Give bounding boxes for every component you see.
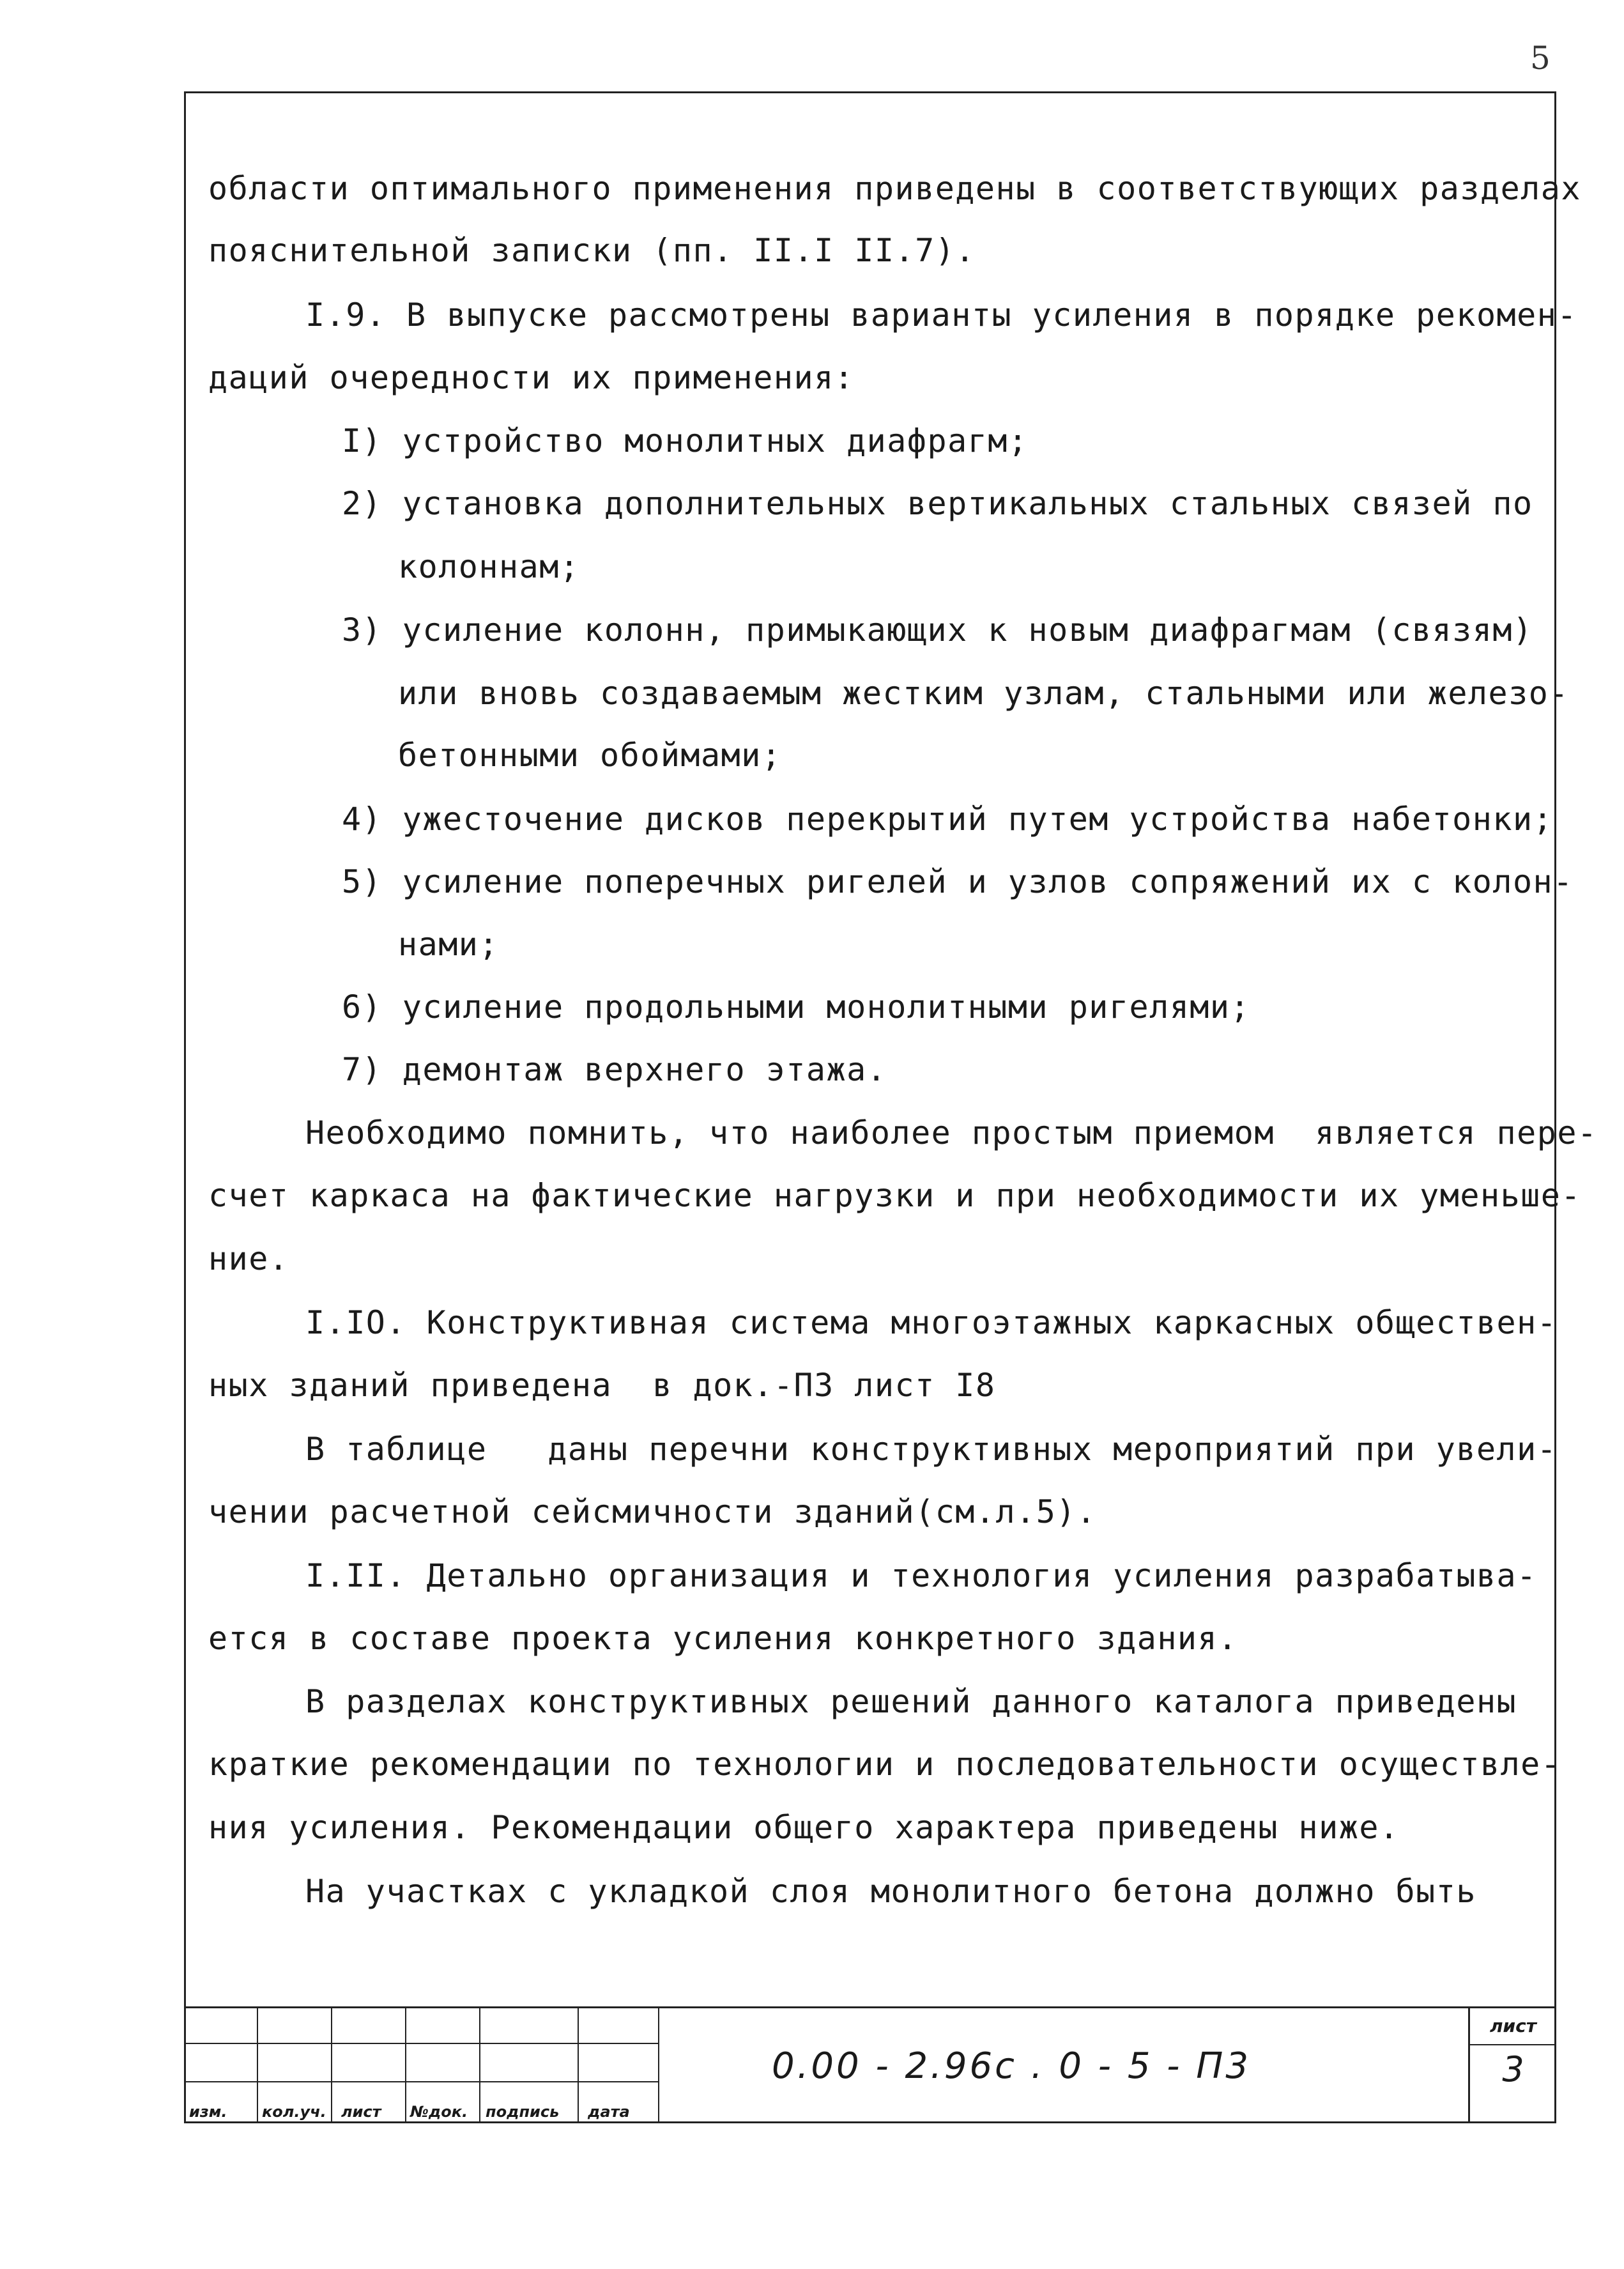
col-label-list: лист [341, 2103, 381, 2121]
text-line: или вновь создаваемым жестким узлам, стальными или железо- [398, 675, 1569, 712]
grid-cell [332, 2044, 406, 2082]
grid-cell [332, 2008, 406, 2044]
grid-cell [258, 2044, 332, 2082]
text-line: В разделах конструктивных решений данного каталога приведены [305, 1683, 1517, 1720]
grid-cell-podpis [480, 2082, 579, 2123]
text-line: ется в составе проекта усиления конкретного здания. [208, 1620, 1238, 1657]
sheet-label: лист [1470, 2008, 1556, 2045]
list-item: I) устройство монолитных диафрагм; [342, 422, 1029, 459]
text-line: ных зданий приведена в док.-П3 лист I8 [208, 1367, 996, 1404]
list-item: 6) усиление продольными монолитными ригелями; [342, 988, 1251, 1026]
text-line: Необходимо помнить, что наиболее простым приемом является пере- [305, 1114, 1598, 1151]
grid-cell [406, 2044, 480, 2082]
grid-cell [406, 2008, 480, 2044]
page-number: 5 [1530, 40, 1551, 77]
grid-cell [184, 2008, 258, 2044]
list-item: 2) установка дополнительных вертикальных стальных связей по [342, 485, 1533, 522]
grid-cell-izm [184, 2082, 258, 2123]
sheet-box [1468, 2008, 1556, 2121]
list-item: 4) ужесточение дисков перекрытий путем устройства набетонки; [342, 801, 1554, 838]
text-line: I.II. Детально организация и технология усиления разрабатыва- [305, 1557, 1537, 1594]
col-label-podpis: подпись [486, 2103, 560, 2121]
text-line: ние. [208, 1240, 289, 1277]
text-line: На участках с укладкой слоя монолитного бетона должно быть [305, 1873, 1476, 1910]
text-line: нами; [398, 926, 500, 963]
grid-cell [480, 2008, 579, 2044]
grid-cell [258, 2008, 332, 2044]
list-item: 3) усиление колонн, примыкающих к новым диафрагмам (связям) [342, 611, 1533, 649]
text-line: краткие рекомендации по технологии и последовательности осуществле- [208, 1746, 1561, 1783]
revision-grid [184, 2008, 659, 2121]
grid-cell [184, 2044, 258, 2082]
col-label-izm: изм. [189, 2103, 227, 2121]
document-code: 0.00 - 2.96с . 0 - 5 - П3 [772, 2045, 1251, 2087]
grid-cell [579, 2008, 659, 2044]
title-block [184, 2006, 1556, 2123]
grid-cell [480, 2044, 579, 2082]
text-line: колоннам; [398, 548, 580, 585]
text-line: I.9. В выпуске рассмотрены варианты усиления в порядке рекомен- [305, 296, 1577, 334]
text-line: I.IO. Конструктивная система многоэтажных каркасных обществен- [305, 1304, 1558, 1341]
col-label-data: дата [588, 2103, 630, 2121]
grid-cell-list [332, 2082, 406, 2123]
sheet-number: 3 [1502, 2049, 1524, 2089]
grid-cell [579, 2044, 659, 2082]
grid-cell-data [579, 2082, 659, 2123]
text-line: области оптимального применения приведены в соответствующих разделах [208, 170, 1581, 207]
list-item: 7) демонтаж верхнего этажа. [342, 1051, 887, 1088]
col-label-ndok: №док. [410, 2103, 468, 2121]
text-line: бетонными обоймами; [398, 737, 782, 774]
text-line: ния усиления. Рекомендации общего характера приведены ниже. [208, 1809, 1400, 1846]
text-line: пояснительной записки (пп. II.I II.7). [208, 232, 976, 269]
text-line: чении расчетной сейсмичности зданий(см.л.5). [208, 1493, 1097, 1530]
col-label-kol-uch: кол.уч. [262, 2103, 326, 2121]
grid-cell-ndok [406, 2082, 480, 2123]
grid-cell-kol-uch [258, 2082, 332, 2123]
text-line: даций очередности их применения: [208, 359, 855, 396]
list-item: 5) усиление поперечных ригелей и узлов сопряжений их с колон- [342, 863, 1574, 900]
text-line: В таблице даны перечни конструктивных мероприятий при увели- [305, 1431, 1558, 1468]
text-line: счет каркаса на фактические нагрузки и при необходимости их уменьше- [208, 1177, 1581, 1214]
